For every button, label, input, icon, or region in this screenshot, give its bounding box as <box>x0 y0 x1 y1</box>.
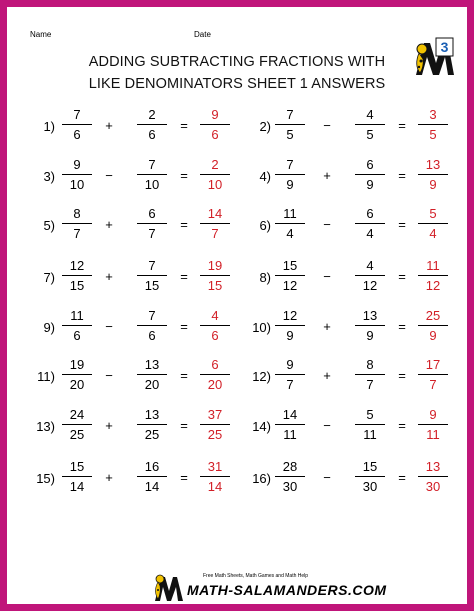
numerator: 11 <box>426 258 440 273</box>
numerator: 4 <box>211 308 219 323</box>
equals-sign: = <box>398 217 406 232</box>
answer-fraction <box>418 107 448 142</box>
answer-fraction <box>418 258 448 293</box>
numerator: 8 <box>73 206 81 221</box>
numerator: 8 <box>366 357 374 372</box>
denominator: 11 <box>283 427 297 442</box>
first-fraction <box>275 107 305 142</box>
denominator: 12 <box>362 278 378 293</box>
fraction-bar <box>355 223 385 224</box>
fraction-bar <box>355 174 385 175</box>
problem-number: 3) <box>43 169 55 184</box>
fraction-bar <box>275 124 305 125</box>
problem-number: 1) <box>43 119 55 134</box>
first-fraction <box>275 308 305 343</box>
problem-number: 15) <box>36 471 55 486</box>
numerator: 31 <box>207 459 223 474</box>
problem-item <box>7 157 467 201</box>
denominator: 7 <box>286 377 294 392</box>
problem-item <box>7 308 467 352</box>
fraction-bar <box>275 275 305 276</box>
numerator: 3 <box>429 107 437 122</box>
denominator: 9 <box>286 328 294 343</box>
denominator: 12 <box>425 278 441 293</box>
page-title <box>77 51 397 95</box>
operator-sign: + <box>105 118 113 133</box>
numerator: 6 <box>148 206 156 221</box>
numerator: 4 <box>366 258 374 273</box>
operator-sign: − <box>323 118 331 133</box>
denominator: 4 <box>429 226 437 241</box>
denominator: 25 <box>207 427 223 442</box>
fraction-bar <box>355 424 385 425</box>
equals-sign: = <box>398 319 406 334</box>
numerator: 11 <box>283 206 297 221</box>
equals-sign: = <box>180 269 188 284</box>
problem-item <box>7 258 467 302</box>
denominator: 6 <box>211 328 219 343</box>
numerator: 28 <box>282 459 298 474</box>
numerator: 6 <box>366 206 374 221</box>
numerator: 9 <box>286 357 294 372</box>
fraction-bar <box>418 223 448 224</box>
equals-sign: = <box>180 368 188 383</box>
problem-number: 8) <box>259 270 271 285</box>
equals-sign: = <box>398 269 406 284</box>
denominator: 7 <box>148 226 156 241</box>
denominator: 20 <box>144 377 160 392</box>
operator-sign: − <box>105 368 113 383</box>
equals-sign: = <box>180 319 188 334</box>
numerator: 11 <box>70 308 84 323</box>
operator-sign: − <box>105 168 113 183</box>
numerator: 5 <box>366 407 374 422</box>
numerator: 13 <box>425 157 441 172</box>
fraction-bar <box>275 325 305 326</box>
second-fraction <box>355 206 385 241</box>
fraction-bar <box>355 476 385 477</box>
answer-fraction <box>418 157 448 192</box>
denominator: 15 <box>207 278 223 293</box>
problem-item <box>7 107 467 151</box>
equals-sign: = <box>180 118 188 133</box>
first-fraction <box>275 206 305 241</box>
grade-badge: 3 <box>440 39 449 55</box>
fraction-bar <box>275 223 305 224</box>
fraction-bar <box>355 275 385 276</box>
denominator: 25 <box>144 427 160 442</box>
fraction-bar <box>275 174 305 175</box>
fraction-bar <box>275 374 305 375</box>
worksheet-page <box>7 7 467 604</box>
operator-sign: + <box>323 319 331 334</box>
problem-number: 4) <box>259 169 271 184</box>
fraction-bar <box>355 374 385 375</box>
numerator: 7 <box>148 258 156 273</box>
denominator: 20 <box>69 377 85 392</box>
operator-sign: − <box>323 217 331 232</box>
numerator: 2 <box>211 157 219 172</box>
numerator: 16 <box>144 459 160 474</box>
denominator: 6 <box>211 127 219 142</box>
denominator: 5 <box>429 127 437 142</box>
footer <box>137 571 387 603</box>
denominator: 9 <box>429 177 437 192</box>
denominator: 14 <box>144 479 160 494</box>
denominator: 30 <box>425 479 441 494</box>
fraction-bar <box>418 325 448 326</box>
operator-sign: − <box>105 319 113 334</box>
fraction-bar <box>275 424 305 425</box>
equals-sign: = <box>180 470 188 485</box>
fraction-bar <box>418 275 448 276</box>
numerator: 7 <box>148 157 156 172</box>
problem-number: 9) <box>43 320 55 335</box>
denominator: 10 <box>69 177 85 192</box>
denominator: 10 <box>207 177 223 192</box>
denominator: 30 <box>282 479 298 494</box>
numerator: 5 <box>429 206 437 221</box>
salamander-icon <box>151 571 185 603</box>
numerator: 19 <box>207 258 223 273</box>
second-fraction <box>355 459 385 494</box>
denominator: 7 <box>429 377 437 392</box>
problem-item <box>7 407 467 451</box>
answer-fraction <box>418 357 448 392</box>
denominator: 6 <box>148 328 156 343</box>
denominator: 15 <box>144 278 160 293</box>
first-fraction <box>275 407 305 442</box>
problem-number: 10) <box>252 320 271 335</box>
operator-sign: − <box>323 269 331 284</box>
numerator: 6 <box>366 157 374 172</box>
numerator: 24 <box>69 407 85 422</box>
problem-number: 5) <box>43 218 55 233</box>
denominator: 30 <box>362 479 378 494</box>
answer-fraction <box>418 407 448 442</box>
title-line-1: ADDING SUBTRACTING FRACTIONS WITH <box>88 54 386 70</box>
equals-sign: = <box>180 168 188 183</box>
numerator: 15 <box>362 459 378 474</box>
denominator: 15 <box>69 278 85 293</box>
first-fraction <box>275 459 305 494</box>
problem-number: 7) <box>43 270 55 285</box>
operator-sign: + <box>105 217 113 232</box>
denominator: 9 <box>366 328 374 343</box>
numerator: 15 <box>69 459 85 474</box>
denominator: 9 <box>429 328 437 343</box>
denominator: 4 <box>286 226 294 241</box>
numerator: 7 <box>73 107 81 122</box>
date-label: Date <box>194 30 211 39</box>
denominator: 14 <box>69 479 85 494</box>
numerator: 12 <box>69 258 85 273</box>
denominator: 7 <box>73 226 81 241</box>
denominator: 10 <box>144 177 160 192</box>
numerator: 14 <box>207 206 223 221</box>
operator-sign: − <box>323 470 331 485</box>
salamander-icon <box>410 35 458 80</box>
denominator: 9 <box>286 177 294 192</box>
equals-sign: = <box>398 418 406 433</box>
problem-number: 11) <box>37 369 55 384</box>
fraction-bar <box>418 374 448 375</box>
fraction-bar <box>418 476 448 477</box>
denominator: 20 <box>207 377 223 392</box>
denominator: 11 <box>426 427 440 442</box>
footer-tagline: Free Math Sheets, Math Games and Math Help <box>203 573 309 579</box>
second-fraction <box>355 357 385 392</box>
numerator: 9 <box>211 107 219 122</box>
numerator: 2 <box>148 107 156 122</box>
fraction-bar <box>418 124 448 125</box>
denominator: 25 <box>69 427 85 442</box>
numerator: 7 <box>286 107 294 122</box>
numerator: 9 <box>429 407 437 422</box>
numerator: 13 <box>144 357 160 372</box>
denominator: 6 <box>73 328 81 343</box>
problem-number: 6) <box>259 218 271 233</box>
denominator: 6 <box>73 127 81 142</box>
numerator: 17 <box>425 357 441 372</box>
operator-sign: + <box>323 368 331 383</box>
denominator: 5 <box>366 127 374 142</box>
problem-item <box>7 206 467 250</box>
operator-sign: + <box>323 168 331 183</box>
title-line-2: LIKE DENOMINATORS SHEET 1 ANSWERS <box>88 76 386 92</box>
first-fraction <box>275 258 305 293</box>
first-fraction <box>275 357 305 392</box>
problem-number: 13) <box>36 419 55 434</box>
denominator: 9 <box>366 177 374 192</box>
numerator: 7 <box>286 157 294 172</box>
numerator: 15 <box>282 258 298 273</box>
second-fraction <box>355 407 385 442</box>
second-fraction <box>355 107 385 142</box>
problem-item <box>7 459 467 503</box>
numerator: 37 <box>207 407 223 422</box>
fraction-bar <box>355 124 385 125</box>
problem-item <box>7 357 467 401</box>
equals-sign: = <box>180 418 188 433</box>
denominator: 11 <box>363 427 377 442</box>
answer-fraction <box>418 459 448 494</box>
denominator: 7 <box>211 226 219 241</box>
numerator: 6 <box>211 357 219 372</box>
numerator: 13 <box>144 407 160 422</box>
first-fraction <box>275 157 305 192</box>
second-fraction <box>355 308 385 343</box>
numerator: 12 <box>282 308 298 323</box>
name-label: Name <box>30 30 52 39</box>
problem-number: 14) <box>252 419 271 434</box>
equals-sign: = <box>398 470 406 485</box>
operator-sign: − <box>323 418 331 433</box>
fraction-bar <box>355 325 385 326</box>
operator-sign: + <box>105 470 113 485</box>
numerator: 13 <box>425 459 441 474</box>
numerator: 19 <box>69 357 85 372</box>
grade-logo <box>410 35 458 80</box>
denominator: 6 <box>148 127 156 142</box>
equals-sign: = <box>398 168 406 183</box>
denominator: 4 <box>366 226 374 241</box>
numerator: 13 <box>362 308 378 323</box>
problem-number: 16) <box>252 471 271 486</box>
denominator: 14 <box>207 479 223 494</box>
denominator: 7 <box>366 377 374 392</box>
answer-fraction <box>418 206 448 241</box>
denominator: 5 <box>286 127 294 142</box>
numerator: 7 <box>148 308 156 323</box>
numerator: 25 <box>425 308 441 323</box>
numerator: 4 <box>366 107 374 122</box>
fraction-bar <box>275 476 305 477</box>
problem-number: 2) <box>259 119 271 134</box>
equals-sign: = <box>398 368 406 383</box>
operator-sign: + <box>105 269 113 284</box>
answer-fraction <box>418 308 448 343</box>
numerator: 9 <box>73 157 81 172</box>
fraction-bar <box>418 424 448 425</box>
denominator: 12 <box>282 278 298 293</box>
second-fraction <box>355 258 385 293</box>
footer-site-name: MATH-SALAMANDERS.COM <box>187 582 387 598</box>
problem-number: 12) <box>252 369 271 384</box>
second-fraction <box>355 157 385 192</box>
equals-sign: = <box>180 217 188 232</box>
fraction-bar <box>418 174 448 175</box>
operator-sign: + <box>105 418 113 433</box>
equals-sign: = <box>398 118 406 133</box>
numerator: 14 <box>282 407 298 422</box>
